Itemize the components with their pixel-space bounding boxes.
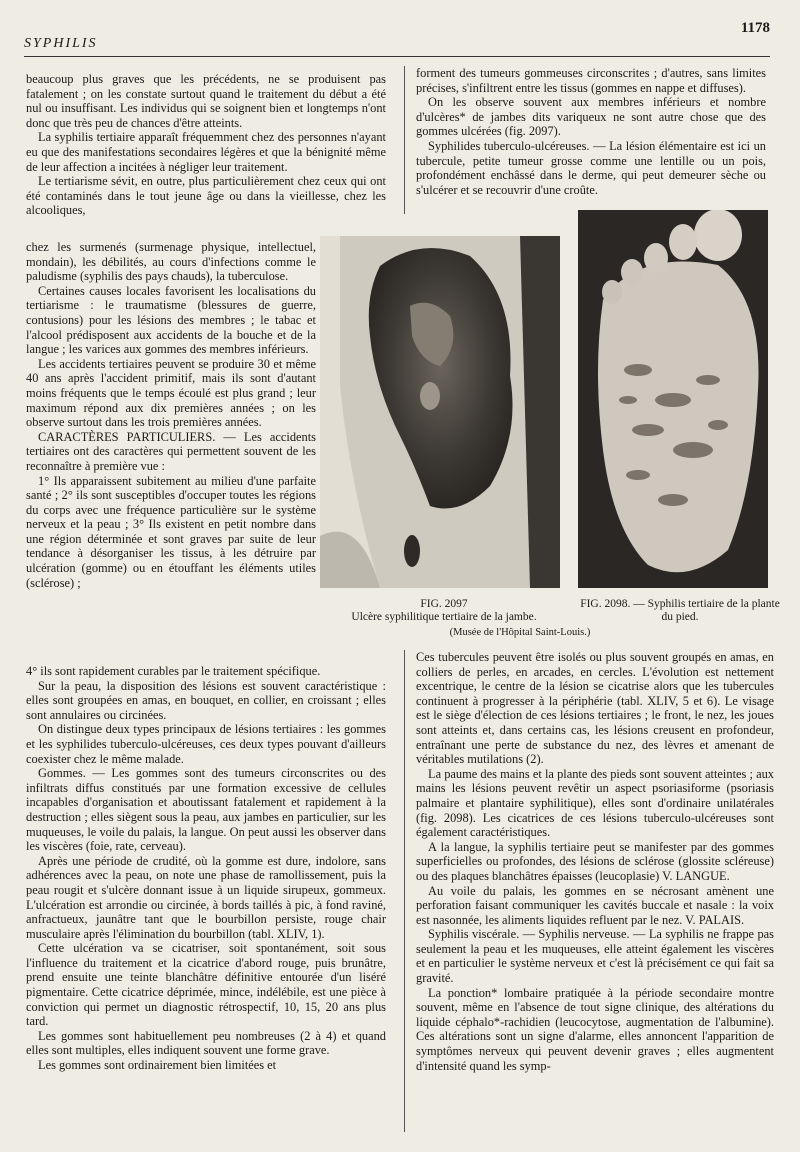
- paragraph: Les gommes sont habituellement peu nombreuses (2 à 4) et quand elles sont multiples, elles indiquent souvent une forme grave.: [26, 1028, 386, 1058]
- figure-foot-sole: [578, 210, 768, 588]
- caption-text: Ulcère syphilitique tertiaire de la jambe.: [351, 611, 537, 623]
- right-column-top: [416, 66, 766, 214]
- paragraph: Gommes. — Les gommes sont des tumeurs circonscrites ou des infiltrats diffus constitués par une formation excessive de cellules incapables d'organisation et aboutissant fatalement et rapidement à la destruction ; elles siègent sous la peau, aux jambes en particulier, sur les muqueuses, le voile du palais, la langue. On peut aussi les observer dans les viscères (foie, rate, cerveau).: [26, 766, 386, 854]
- left-column-top: [26, 72, 386, 240]
- page-header: [24, 16, 770, 57]
- paragraph: A la langue, la syphilis tertiaire peut se manifester par des gommes superficielles ou profondes, des lésions de sclérose (glossite scléreuse) ou des plaques blanchâtres épaisses (leucoplasie) V. LANGUE.: [416, 839, 774, 883]
- paragraph: Au voile du palais, les gommes en se nécrosant amènent une perforation faisant communiquer les cavités buccale et nasale : la voix est nasonnée, les aliments liquides refluent par le nez. V. PALAIS.: [416, 883, 774, 927]
- paragraph: CARACTÈRES PARTICULIERS. — Les accidents tertiaires ont des caractères qui permettent souvent de les reconnaître à première vue :: [26, 429, 316, 473]
- paragraph: La syphilis tertiaire apparaît fréquemment chez des personnes n'ayant eu que des manifestations secondaires légères et que la bénignité même de leur affection a incitées à négliger leur traitement.: [26, 130, 386, 174]
- column-divider: [404, 650, 405, 1132]
- leg-ulcer-photo: [320, 236, 560, 588]
- figure-caption: [580, 598, 780, 624]
- figure-caption: [318, 598, 570, 624]
- figure-credit: (Musée de l'Hôpital Saint-Louis.): [449, 627, 591, 638]
- paragraph: On distingue deux types principaux de lésions tertiaires : les gommes et les syphilides tuberculo-ulcéreuses, ces deux types pouvant d'ailleurs coexister chez le même malade.: [26, 722, 386, 766]
- paragraph: Les gommes sont ordinairement bien limitées et: [38, 1058, 277, 1073]
- paragraph: Sur la peau, la disposition des lésions est souvent caractéristique : elles sont groupées en amas, en bouquet, en collier, en croissant ; elles sont annulaires ou circinées.: [26, 678, 386, 722]
- figure-number: FIG. 2097: [420, 598, 468, 610]
- right-column-bottom: [416, 650, 774, 1132]
- paragraph: forment des tumeurs gommeuses circonscrites ; d'autres, sans limites précises, s'infiltrent entre les tissus (gommes en nappe et diffuses).: [416, 66, 766, 95]
- paragraph: Après une période de crudité, où la gomme est dure, indolore, sans adhérences avec la peau, on note une phase de ramollissement, puis la peau rougit et s'ulcère donnant issue à un liquide sirupeux, gommeux. L'ulcération est arrondie ou circinée, à bords taillés à pic, à fond raviné, anfractueux, jaunâtre tant que le bourbillon persiste, rouge chair musculaire après l'élimination du bourbillon (tabl. XLIV, 1).: [26, 853, 386, 941]
- left-column-bottom: [26, 664, 386, 1134]
- paragraph: Certaines causes locales favorisent les localisations du tertiarisme : le traumatisme (blessures de guerre, contusions) pour les lésions des membres ; le tabac et l'alcool prédisposent aux accidents de la bouche et de la langue ; les varices aux gommes des membres inférieurs.: [26, 283, 316, 357]
- paragraph: 4° ils sont rapidement curables par le traitement spécifique.: [26, 664, 321, 678]
- paragraph: Cette ulcération va se cicatriser, soit spontanément, soit sous l'influence du traitement et la cicatrice d'abord rouge, puis brunâtre, prend ensuite une teinte blanchâtre définitive entourée d'un liséré pigmentaire. Cette cicatrice déprimée, mince, indélébile, est une pièce à conviction qui permet un diagnostic rétrospectif, 10, 15, 20 ans plus tard.: [26, 941, 386, 1029]
- figure-leg-ulcer: [320, 236, 560, 588]
- paragraph: chez les surmenés (surmenage physique, intellectuel, mondain), les débilités, au cours d'infections comme le paludisme (syphilis des pays chauds), la tuberculose.: [26, 240, 316, 284]
- left-column-middle: [26, 240, 316, 664]
- caption-text: Syphilis tertiaire de la plante du pied.: [647, 598, 780, 623]
- page-number: 1178: [740, 20, 770, 36]
- paragraph: Ces tubercules peuvent être isolés ou plus souvent groupés en amas, en colliers de perles, en arcades, en cercles. L'évolution est nettement excentrique, le centre de la lésion se cicatrise alors que les tubercules continuent à progresser à la périphérie (tabl. XLIV, 5 et 6). Le visage est le siège d'élection de ces lésions tertiaires ; le front, le nez, les joues sont atteints et, dans certains cas, les lésions creusent en profondeur, entraînant une perte de substance du nez, des lèvres et amenant de véritables mutilations (2).: [416, 650, 774, 767]
- paragraph: Le tertiarisme sévit, en outre, plus particulièrement chez ceux qui ont été contaminés dans le tout jeune âge ou dans la vieillesse, chez les alcooliques,: [26, 174, 386, 218]
- foot-sole-photo: [578, 210, 768, 588]
- running-title: SYPHILIS: [24, 36, 98, 51]
- paragraph: La ponction* lombaire pratiquée à la période secondaire montre souvent, même en l'absence de tout signe clinique, des altérations du liquide céphalo*-rachidien (leucocytose, augmentation de l'albumine). Ces altérations sont un signe d'alarme, elles annoncent l'apparition de symptômes nerveux qui peuvent devenir graves ; elles augmentent d'intensité quand les symp-: [416, 985, 774, 1073]
- paragraph: 1° Ils apparaissent subitement au milieu d'une parfaite santé ; 2° ils sont susceptibles d'occuper toutes les régions du corps avec une fréquence particulière sur le système nerveux et la peau ; 3° Ils existent en petit nombre dans une région déterminée et sont graves par suite de leur tendance à désorganiser les tissus, à les détruire par ulcération (gomme) ou en étouffant les éléments utiles (sclérose) ;: [26, 473, 316, 590]
- figure-number: FIG. 2098. —: [580, 598, 645, 610]
- paragraph: Les accidents tertiaires peuvent se produire 30 et même 40 ans après l'accident primitif, mais ils sont d'autant moins fréquents que le temps écoulé est plus grand ; leur maximum répond aux dix premières années ; on les observe surtout dans les trois premières années.: [26, 356, 316, 430]
- paragraph: La paume des mains et la plante des pieds sont souvent atteintes ; aux mains les lésions peuvent revêtir un aspect psoriasiforme (psoriasis palmaire et plantaire syphilitique), elles sont d'ordinaire unilatérales (fig. 2098). Les cicatrices de ces lésions tuberculo-ulcéreuses sont également caractéristiques.: [416, 766, 774, 840]
- paragraph: On les observe souvent aux membres inférieurs et nombre d'ulcères* de jambes dits variqueux ne sont autre chose que des gommes ulcérées (fig. 2097).: [416, 95, 766, 139]
- column-divider: [404, 66, 405, 214]
- paragraph: Syphilis viscérale. — Syphilis nerveuse. — La syphilis ne frappe pas seulement la peau et les muqueuses, elle atteint également les viscères et en particulier le système nerveux et c'est là précisément ce qui fait sa gravité.: [416, 927, 774, 986]
- paragraph: beaucoup plus graves que les précédents, ne se produisent pas fatalement ; on les constate surtout quand le traitement du début a été nul ou insuffisant. Les individus qui se soignent bien et longtemps n'ont donc que très peu de chances d'être atteints.: [26, 72, 386, 130]
- paragraph: Syphilides tuberculo-ulcéreuses. — La lésion élémentaire est ici un tubercule, petite tumeur grosse comme une lentille ou un pois, profondément enchâssé dans le derme, qui peut demeurer sèche ou s'ulcérer et se recouvrir d'une croûte.: [416, 138, 766, 197]
